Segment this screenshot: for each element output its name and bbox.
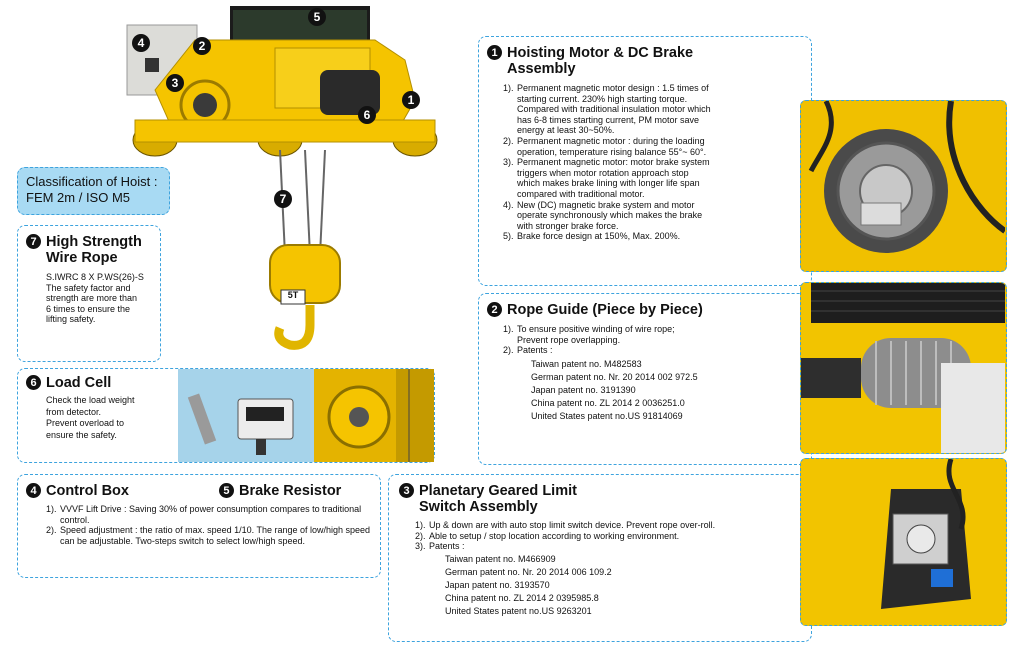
- load-cell-line: Check the load weight: [46, 395, 135, 405]
- hoist-marker-5: 5: [308, 8, 326, 26]
- motor-brake-photo: [800, 100, 1007, 272]
- hoist-marker-2: 2: [193, 37, 211, 55]
- hoisting-motor-item: 4). New (DC) magnetic brake system and motor operate synchronously which makes the brake with stronger brake force.: [503, 199, 703, 231]
- hoist-marker-6: 6: [358, 106, 376, 124]
- wire-rope-title-line2: Wire Rope: [46, 250, 118, 266]
- limit-switch-item: 3). Patents :: [415, 541, 465, 552]
- control-box-number: 4: [26, 483, 41, 498]
- brake-resistor-title: Brake Resistor: [238, 483, 342, 499]
- classification-badge: [17, 167, 170, 215]
- hoist-marker-7: 7: [274, 190, 292, 208]
- load-cell-number: 6: [26, 375, 41, 390]
- hoisting-motor-item: 2). Permanent magnetic motor : during the loading operation, temperature rising balance 55°~ 60°.: [503, 135, 707, 157]
- limit-switch-patent: Japan patent no. 3193570: [445, 579, 550, 590]
- limit-switch-photo: [800, 458, 1007, 626]
- load-cell-section: [17, 368, 435, 463]
- wire-rope-title-line1: High Strength: [46, 234, 142, 250]
- hoisting-motor-item: 5). Brake force design at 150%, Max. 200%.: [503, 231, 681, 242]
- load-cell-sensor-photo: [178, 369, 314, 462]
- rope-guide-item: 2). Patents :: [503, 345, 553, 356]
- limit-switch-patent: United States patent no.US 9263201: [445, 605, 592, 616]
- rope-guide-patent: German patent no. Nr. 20 2014 002 972.5: [531, 371, 698, 382]
- wire-rope-line: strength are more than: [46, 293, 138, 304]
- hook-label: 5T: [287, 290, 299, 300]
- classification-line1: Classification of Hoist :: [26, 174, 158, 189]
- rope-guide-patent: United States patent no.US 91814069: [531, 410, 683, 421]
- hoisting-motor-title-line1: Hoisting Motor & DC Brake: [507, 45, 694, 61]
- rope-guide-patent: Taiwan patent no. M482583: [531, 358, 642, 369]
- rope-guide-item: 1). To ensure positive winding of wire rope; Prevent rope overlapping.: [503, 324, 675, 345]
- hoisting-motor-number: 1: [487, 45, 502, 60]
- control-box-title: Control Box: [46, 483, 129, 499]
- hoisting-motor-item: 1). Permanent magnetic motor design : 1.5 times of starting current. 230% high starting torque. Compared with traditional insulation motor which has 6-8 times starting current, PM motor save energy at least 30~50%.: [503, 83, 711, 136]
- wire-rope-number: 7: [26, 234, 41, 249]
- brake-resistor-number: 5: [219, 483, 234, 498]
- limit-switch-patent: China patent no. ZL 2014 2 0395985.8: [445, 592, 599, 603]
- hoisting-motor-item: 3). Permanent magnetic motor: motor brake system triggers when motor rotation approach stop which makes brake lining with longer life span compared with traditional motor.: [503, 157, 710, 199]
- limit-switch-item: 1). Up & down are with auto stop limit switch device. Prevent rope over-roll.: [415, 520, 716, 530]
- load-cell-line: Prevent overload to: [46, 418, 125, 428]
- load-cell-line: ensure the safety.: [46, 429, 117, 440]
- hoisting-motor-section: [478, 36, 812, 286]
- limit-switch-patent: German patent no. Nr. 20 2014 006 109.2: [445, 566, 612, 577]
- rope-guide-photo: [800, 282, 1007, 454]
- hoist-marker-3: 3: [166, 74, 184, 92]
- rope-guide-section: [478, 293, 812, 465]
- limit-switch-title-line2: Switch Assembly: [419, 499, 538, 515]
- hoisting-motor-title-line2: Assembly: [507, 61, 576, 77]
- wire-rope-section: [17, 225, 161, 362]
- limit-switch-item: 2). Able to setup / stop location according to working environment.: [415, 530, 680, 541]
- wire-rope-line: lifting safety.: [46, 314, 96, 325]
- rope-guide-patent: Japan patent no. 3191390: [531, 384, 636, 395]
- limit-switch-title-line1: Planetary Geared Limit: [419, 483, 577, 499]
- classification-line2: FEM 2m / ISO M5: [26, 190, 131, 205]
- limit-switch-number: 3: [399, 483, 414, 498]
- hoist-marker-1: 1: [402, 91, 420, 109]
- wire-rope-line: S.IWRC 8 X P.WS(26)-S: [46, 272, 144, 282]
- control-box-item: 1). VVVF Lift Drive : Saving 30% of power consumption compares to traditional control.: [46, 504, 362, 525]
- load-cell-title: Load Cell: [46, 375, 112, 391]
- rope-guide-title: Rope Guide (Piece by Piece): [507, 302, 703, 318]
- hoist-marker-4: 4: [132, 34, 150, 52]
- rope-guide-patent: China patent no. ZL 2014 2 0036251.0: [531, 397, 685, 408]
- limit-switch-patent: Taiwan patent no. M466909: [445, 553, 556, 564]
- wire-rope-line: 6 times to ensure the: [46, 303, 131, 314]
- wire-rope-line: The safety factor and: [46, 282, 131, 293]
- rope-guide-number: 2: [487, 302, 502, 317]
- load-cell-line: from detector.: [46, 406, 102, 417]
- load-cell-installed-photo: [314, 369, 434, 462]
- limit-switch-section: [388, 474, 812, 642]
- control-box-item: 2). Speed adjustment : the ratio of max. speed 1/10. The range of low/high speed can be adjustable. Two-steps switch to select low/high speed.: [46, 525, 371, 546]
- control-box-section: [17, 474, 381, 578]
